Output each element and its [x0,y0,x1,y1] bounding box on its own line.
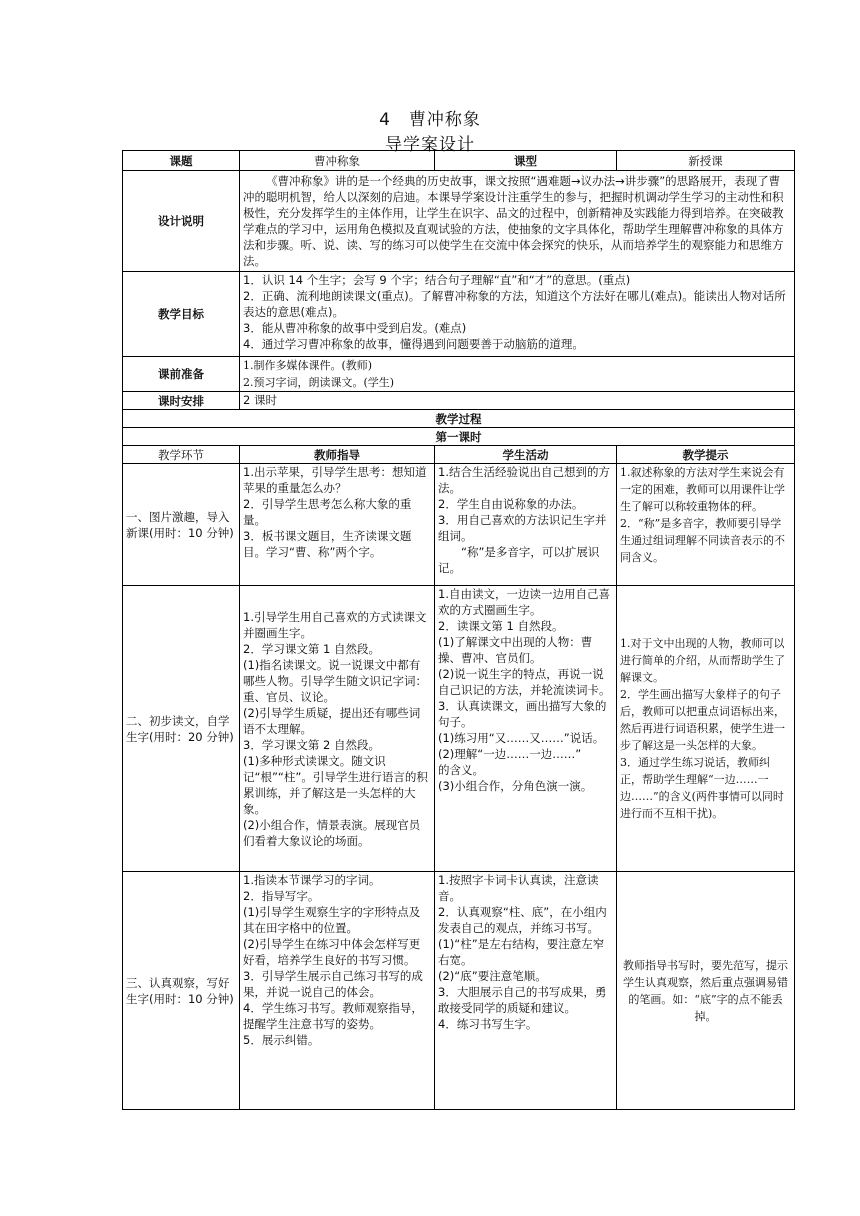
student-step: “称”是多音字，可以扩展识记。 [438,545,600,575]
teacher-step: 2．学习课文第 1 自然段。 [243,641,380,656]
teacher-step: 1.引导学生用自己喜欢的方式读课文并圈画生字。 [243,609,427,640]
hint-cell [617,464,795,586]
hint-item: 教师指导书写时，要先范写，提示学生认真观察，然后重点强调易错的笔画。如：“底”字的点不能丢掉。 [623,958,788,1023]
hint-item: 3．通过学生练习说话，教师纠正，帮助学生理解“一边……一边……”的含义(两件事情可以同时进行而不互相干扰)。 [620,756,784,820]
topic-label: 课题 [123,151,240,171]
hint-item: 1.叙述称象的方法对学生来说会有一定的困难，教师可以用课件让学生了解可以称较重物体的秤。 [620,466,785,513]
doc-subtitle: 导学案设计 [385,135,475,155]
goals-cell [240,272,795,357]
teacher-cell [240,586,435,872]
table-row [123,151,795,171]
prep-item: 1.制作多媒体课件。(教师) [243,359,373,372]
type-value: 新授课 [617,151,795,171]
process-title: 教学过程 [123,410,795,428]
design-label: 设计说明 [123,171,240,272]
stage-cell: 三、认真观察，写好生字(用时：10 分钟) [123,872,240,1110]
student-cell [435,586,617,872]
topic-value: 曹冲称象 [240,151,435,171]
goal-item: 2．正确、流利地朗读课文(重点)。了解曹冲称象的方法，知道这个方法好在哪儿(难点)。能读出人物对话所表达的意思(难点)。 [243,289,786,319]
table-row [123,872,795,1110]
table-row [123,171,795,272]
goal-item: 1．认识 14 个生字；会写 9 个字；结合句子理解“直”和“才”的意思。(重点) [243,273,631,287]
col-header-stage: 教学环节 [123,446,240,464]
student-step: (3)小组合作，分角色演一演。 [438,779,593,793]
teacher-step: 3．板书课文题目，生齐读课文题目。学习“曹、称”两个字。 [243,529,412,559]
student-step: 2．学生自由说称象的办法。 [438,497,584,511]
teacher-step: 1.指读本节课学习的字词。 [243,873,381,887]
teacher-step: 1.出示苹果，引导学生思考：想知道苹果的重量怎么办？ [243,465,427,495]
goal-item: 3．能从曹冲称象的故事中受到启发。(难点) [243,321,467,335]
table-row [123,428,795,446]
student-step: (1)练习用“又……又……”说话。 [438,731,605,745]
teacher-step: (1)指名读课文。说一说课文中都有哪些人物。引导学生随文识记字词：重、官员、议论。 [243,657,427,704]
table-row [123,272,795,357]
teacher-cell [240,872,435,1110]
teacher-step: 2．指导写字。 [243,889,320,903]
table-row [123,392,795,410]
teacher-step: 3．引导学生展示自己练习书写的成果，并说一说自己的体会。 [243,969,423,999]
col-header-teacher: 教师指导 [240,446,435,464]
lesson-period-title: 第一课时 [123,428,795,446]
student-cell [435,872,617,1110]
col-header-hint: 教学提示 [617,446,795,464]
teacher-step: (1)多种形式读课文。随文识记“根”“柱”。引导学生进行语言的积累训练，并了解这是一头怎样的大象。 [243,753,428,816]
student-step: 的含义。 [438,763,484,777]
prep-cell [240,357,795,392]
teacher-cell [240,464,435,586]
teacher-step: 4．学生练习书写。教师观察指导，提醒学生注意书写的姿势。 [243,1001,423,1031]
teacher-step: (2)引导学生质疑，提出还有哪些词语不太理解。 [243,705,421,736]
teacher-step: (1)引导学生观察生字的字形特点及其在田字格中的位置。 [243,905,421,935]
table-row [123,410,795,428]
prep-label: 课前准备 [123,357,240,392]
stage-cell: 二、初步读文，自学生字(用时：20 分钟) [123,586,240,872]
hours-label: 课时安排 [123,392,240,410]
hint-item: 2．学生画出描写大象样子的句子后，教师可以把重点词语标出来，然后再进行词语积累，使学生进一步了解这是一头怎样的大象。 [620,688,785,752]
teacher-step: (2)小组合作，情景表演。展现官员们看着大象议论的场面。 [243,817,421,848]
hint-cell [617,586,795,872]
student-step: 1.按照字卡词卡认真读，注意读音。 [438,873,599,903]
student-step: (2)理解“一边……一边……” [438,747,582,761]
table-row [123,446,795,464]
goal-item: 4．通过学习曹冲称象的故事，懂得遇到问题要善于动脑筋的道理。 [243,337,584,351]
teacher-step: (2)引导学生在练习中体会怎样写更好看，培养学生良好的书写习惯。 [243,937,421,967]
hours-value: 2 课时 [240,392,795,410]
col-header-student: 学生活动 [435,446,617,464]
student-cell [435,464,617,586]
table-row [123,357,795,392]
student-step: (1)“柱”是左右结构，要注意左窄右宽。 [438,937,605,967]
goals-label: 教学目标 [123,272,240,357]
design-paragraph: 《曹冲称象》讲的是一个经典的历史故事，课文按照“遇难题→议办法→讲步骤”的思路展开，表现了曹冲的聪明机智，给人以深刻的启迪。本课导学案设计注重学生的参与，把握时机调动学生学习的主动性和积极性，充分发挥学生的主体作用，让学生在识字、品文的过程中，创新精神及实践能力得到培养。在突破教学难点的学习中，运用角色模拟及直观试验的方法，使抽象的文字具体化，帮助学生理解曹冲称象的具体方法和步骤。听、说、读、写的练习可以使学生在交流中体会探究的快乐，从而培养学生的观察能力和思维方法。 [243,174,784,268]
teacher-step: 3．学习课文第 2 自然段。 [243,737,380,752]
student-step: 3．用自己喜欢的方法识记生字并组词。 [438,513,607,543]
table-row [123,586,795,872]
teacher-step: 5．展示纠错。 [243,1033,320,1047]
student-step: 2．认真观察“柱、底”，在小组内发表自己的观点，并练习书写。 [438,905,607,935]
hint-cell [617,872,795,1110]
table-row [123,464,795,586]
student-step: 1.自由读文，一边读一边用自己喜欢的方式圈画生字。 [438,587,610,617]
student-step: 1.结合生活经验说出自己想到的方法。 [438,465,610,495]
design-text [240,171,795,272]
lesson-title: 4 曹冲称象 [379,110,481,130]
hint-item: 1.对于文中出现的人物，教师可以进行简单的介绍，从而帮助学生了解课文。 [620,637,785,684]
student-step: 2．读课文第 1 自然段。 [438,619,564,633]
type-label: 课型 [435,151,617,171]
student-step: 3．大胆展示自己的书写成果，勇敢接受同学的质疑和建议。 [438,985,607,1015]
student-step: 4．练习书写生字。 [438,1017,538,1031]
teacher-step: 2．引导学生思考怎么称大象的重量。 [243,497,412,527]
lesson-plan-table [122,150,795,1110]
student-step: (1)了解课文中出现的人物：曹操、曹冲、官员们。 [438,635,593,665]
student-step: 3．认真读课文，画出描写大象的句子。 [438,699,607,729]
student-step: (2)“底”要注意笔顺。 [438,969,547,983]
stage-cell: 一、图片激趣，导入新课(用时：10 分钟) [123,464,240,586]
prep-item: 2.预习字词，朗读课文。(学生) [243,376,395,389]
student-step: (2)说一说生字的特点，再说一说自己识记的方法，并轮流读词卡。 [438,667,611,697]
hint-item: 2．“称”是多音字，教师要引导学生通过组词理解不同读音表示的不同含义。 [620,517,785,564]
